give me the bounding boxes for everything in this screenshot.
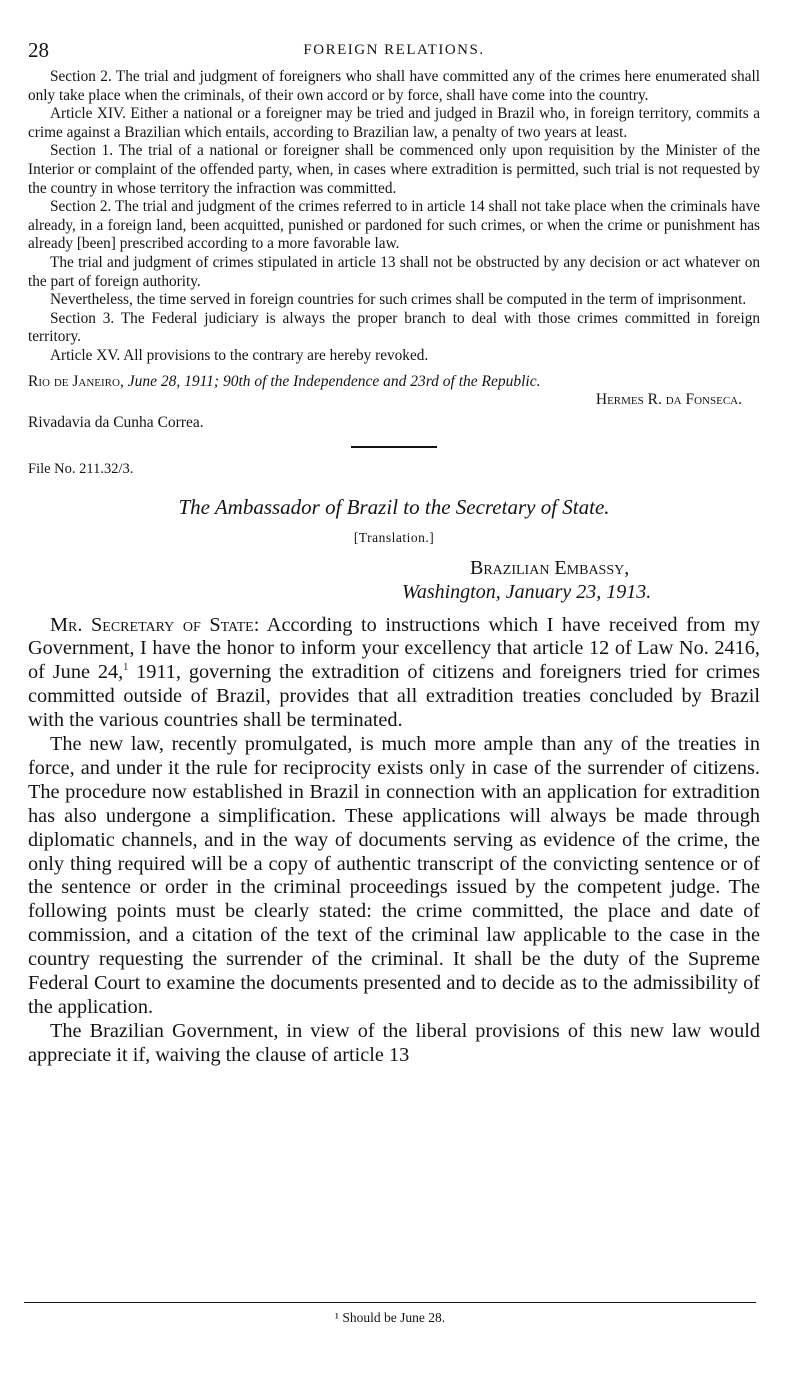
file-number: File No. 211.32/3. bbox=[28, 460, 134, 477]
decree-paragraph: Section 1. The trial of a national or foreigner shall be commenced only upon requisition by the Minister of the Interior or complaint of the offended party, when, in cases where extradition is permitted, such trial is not requested by the country in whose territory the infraction was committed. bbox=[28, 142, 760, 197]
decree-date: June 28, 1911; 90th of the Independence and 23rd of the Republic. bbox=[127, 372, 541, 390]
decree-paragraph: Nevertheless, the time served in foreign countries for such crimes shall be computed in the term of imprisonment. bbox=[50, 291, 747, 309]
decree-paragraph: Section 2. The trial and judgment of foreigners who shall have committed any of the crimes here enumerated shall only take place when the criminals, of their own accord or by force, shall have come into the country. bbox=[28, 68, 760, 104]
document-title: The Ambassador of Brazil to the Secretary of State. bbox=[178, 494, 610, 519]
letter-paragraph: The Brazilian Government, in view of the liberal provisions of this new law would appreciate it if, waiving the clause of article 13 bbox=[28, 1019, 760, 1066]
letter-body bbox=[28, 614, 760, 1068]
translation-note: [Translation.] bbox=[353, 529, 435, 545]
decree-paragraph: Section 3. The Federal judiciary is always the proper branch to deal with those crimes committed in foreign territory. bbox=[28, 309, 760, 346]
decree-text bbox=[28, 68, 760, 366]
letter-place-date: Washington, January 23, 1913. bbox=[402, 580, 652, 603]
page-number: 28 bbox=[28, 38, 49, 62]
section-divider bbox=[351, 446, 437, 448]
letter-text: 1911, governing the extradition of citizens and foreigners tried for crimes committed outside of Brazil, provides that all extradition treaties concluded by Brazil with the various countries shall be terminated. bbox=[28, 661, 761, 732]
decree-paragraph: Section 2. The trial and judgment of the crimes referred to in article 14 shall not take place when the criminals have already, in a foreign land, been acquitted, punished or pardoned for such crimes, or when the crime or punishment has already [been] prescribed according to a more favorable law. bbox=[28, 198, 760, 253]
decree-paragraph: The trial and judgment of crimes stipulated in article 13 shall not be obstructed by any decision or act whatever on the part of foreign authority. bbox=[28, 253, 760, 290]
footnote: ¹ Should be June 28. bbox=[334, 1310, 446, 1325]
decree-paragraph: Article XV. All provisions to the contrary are hereby revoked. bbox=[50, 346, 429, 364]
letter-paragraph bbox=[28, 614, 760, 734]
salutation: Mr. Secretary of State: bbox=[50, 613, 260, 636]
running-head: FOREIGN RELATIONS. bbox=[303, 42, 485, 58]
decree-place: Rio de Janeiro, bbox=[28, 372, 124, 390]
page-header bbox=[28, 38, 760, 68]
letter-text: According to instructions which I have received from my Government, I have the honor to inform your excellency that article 12 of Law No. 2416, of June 24, bbox=[28, 613, 760, 684]
letter-paragraph: The new law, recently promulgated, is much more ample than any of the treaties in force, and under it the rule for reciprocity exists only in case of the surrender of citizens. The procedure now established in Brazil in connection with an application for extradition has also undergone a simplification. These applications will always be made through diplomatic channels, and in the way of documents serving as evidence of the crime, the only thing required will be a copy of authentic transcript of the convicting sentence or of the sentence or order in the criminal proceedings issued by the competent judge. The following points must be clearly stated: the crime committed, the place and date of commission, and a citation of the text of the criminal law applicable to the case in the country requesting the surrender of the criminal. It shall be the duty of the Supreme Federal Court to examine the documents presented and to decide as to the admissibility of the application. bbox=[28, 733, 760, 1018]
decree-paragraph: Article XIV. Either a national or a foreigner may be tried and judged in Brazil who, in foreign territory, commits a crime against a Brazilian which entails, according to Brazilian law, a penalty of two years at least. bbox=[28, 105, 760, 141]
footnote-divider bbox=[24, 1302, 756, 1303]
letter-dateline bbox=[28, 556, 760, 604]
letter-office: Brazilian Embassy, bbox=[470, 556, 630, 579]
decree-signer: Hermes R. da Fonseca. bbox=[595, 390, 742, 408]
decree-countersigner: Rivadavia da Cunha Correa. bbox=[28, 413, 204, 431]
decree-dateline bbox=[28, 372, 760, 392]
footnote-reference: 1 bbox=[123, 662, 129, 674]
document-page bbox=[28, 38, 760, 1068]
